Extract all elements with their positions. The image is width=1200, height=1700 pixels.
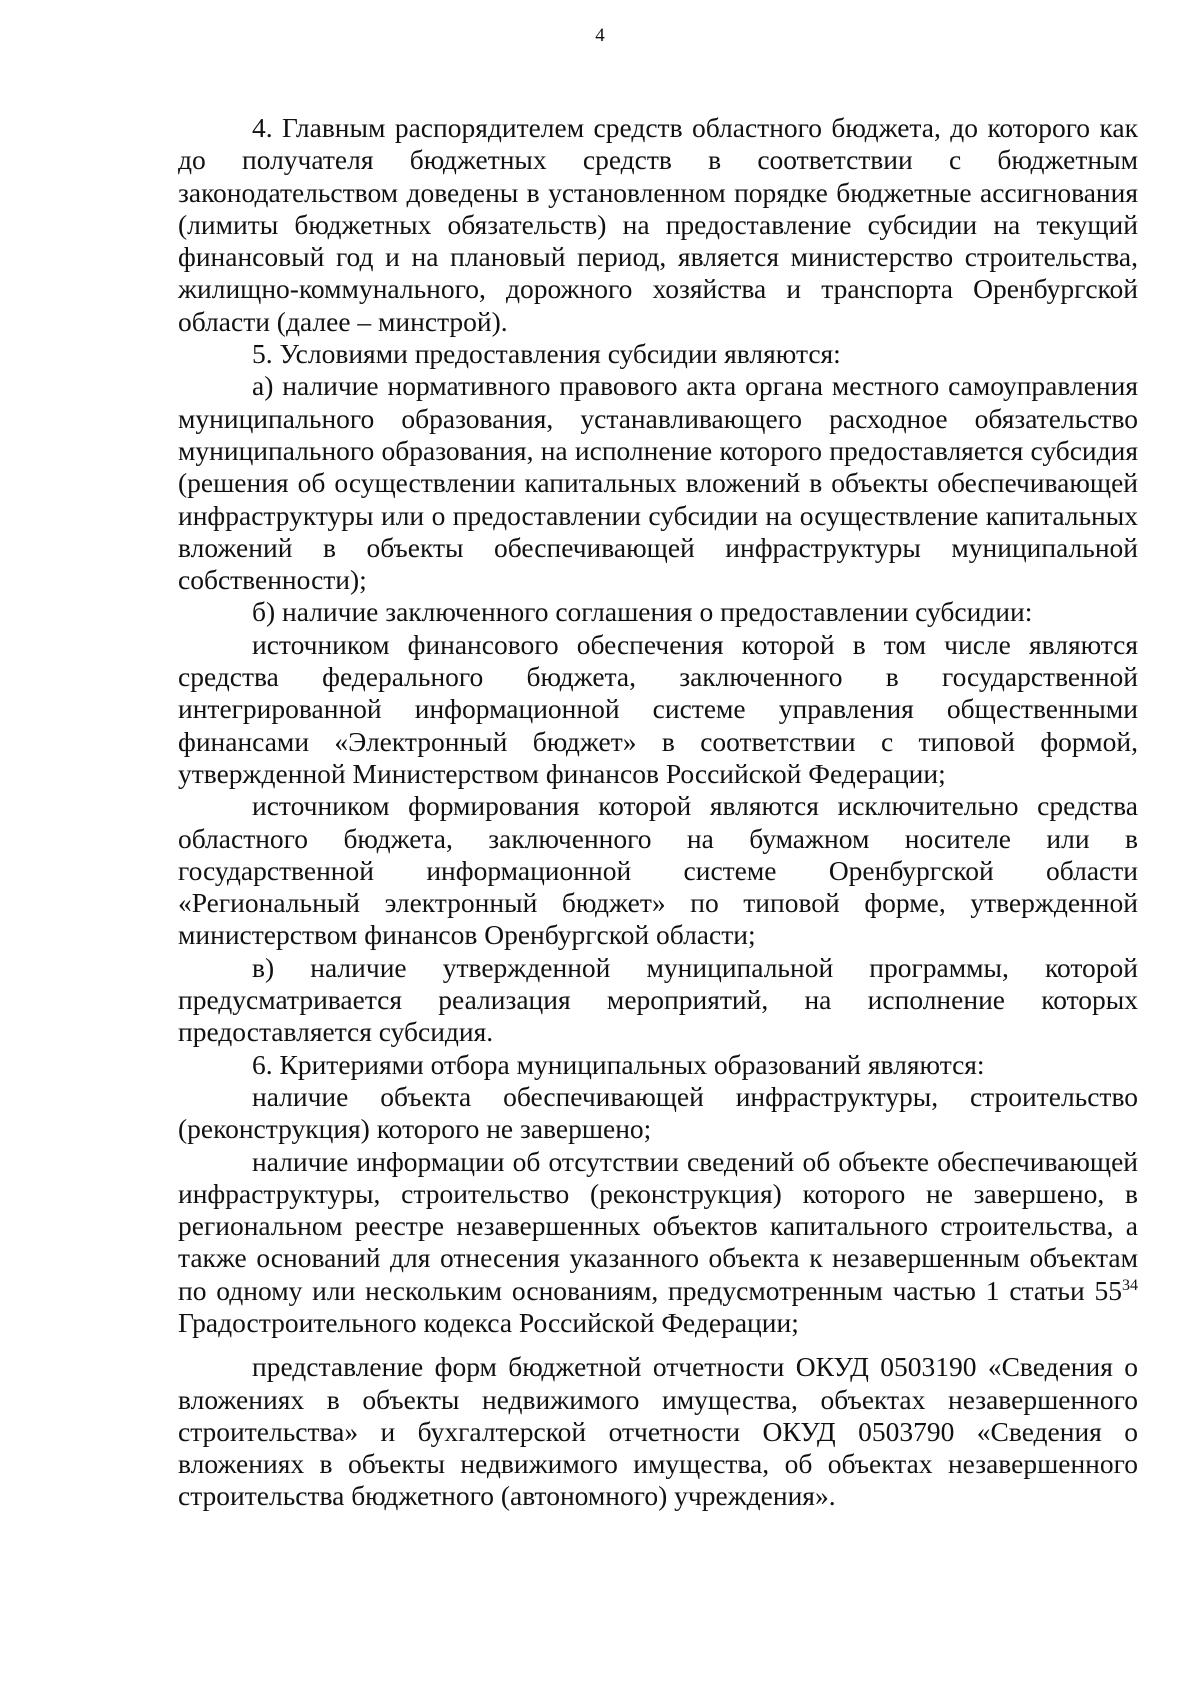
paragraph-4-main-administrator: 4. Главным распорядителем средств областного бюджета, до которого как до получателя бюджетных средств в соответствии с бюджетным законодательством доведены в установленном порядке бюджетные ассигнования (лимиты бюджетных обязательств) на предоставление субсидии на текущий финансовый год и на плановый период, является министерство строительства, жилищно-коммунального, дорожного хозяйства и транспорта Оренбургской области (далее – минстрой). [178,112,1138,337]
paragraph-5-conditions-heading: 5. Условиями предоставления субсидии являются: [252,338,841,370]
page-number: 4 [595,25,605,46]
paragraph-6a-infrastructure-object: наличие объекта обеспечивающей инфраструктуры, строительство (реконструкция) которого не завершено; [178,1080,1138,1145]
paragraph-5b-federal-source: источником финансового обеспечения которой в том числе являются средства федерального бюджета, заключенного в государственной интегрированной информационной системе управления общественными финансами «Электронный бюджет» в соответствии с типовой формой, утвержденной Министерством финансов Российской Федерации; [178,628,1138,789]
paragraph-6c-reporting-forms: представление форм бюджетной отчетности ОКУД 0503190 «Сведения о вложениях в объекты недвижимого имущества, объектах незавершенного строительства» и бухгалтерской отчетности ОКУД 0503790 «Сведения о вложениях в объекты недвижимого имущества, об объектах незавершенного строительства бюджетного (автономного) учреждения». [178,1351,1138,1512]
paragraph-6b-text-after: Градостроительного кодекса Российской Федерации; [178,1306,799,1338]
paragraph-5b-agreement: б) наличие заключенного соглашения о предоставлении субсидии: [252,596,1033,628]
paragraph-6b-text-before: наличие информации об отсутствии сведений об объекте обеспечивающей инфраструктуры, строительство (реконструкция) которого не завершено, в региональном реестре незавершенных объектов капитального строительства, а также оснований для отнесения указанного объекта к незавершенным объектам по одному или нескольким основаниям, предусмотренным частью 1 статьи 55 [178,1145,1138,1306]
article-superscript: 34 [1122,1276,1138,1294]
paragraph-6b-registry-info [178,1146,1138,1340]
document-body [178,112,1138,1513]
paragraph-5a-normative-act: а) наличие нормативного правового акта органа местного самоуправления муниципального образования, устанавливающего расходное обязательство муниципального образования, на исполнение которого предоставляется субсидия (решения об осуществлении капитальных вложений в объекты обеспечивающей инфраструктуры или о предоставлении субсидии на осуществление капитальных вложений в объекты обеспечивающей инфраструктуры муниципальной собственности); [178,370,1138,596]
paragraph-6-criteria-heading: 6. Критериями отбора муниципальных образований являются: [252,1048,985,1080]
paragraph-5c-municipal-program: в) наличие утвержденной муниципальной программы, которой предусматривается реализация мероприятий, на исполнение которых предоставляется субсидия. [178,951,1138,1048]
paragraph-5b-regional-source: источником формирования которой являются исключительно средства областного бюджета, заключенного на бумажном носителе или в государственной информационной системе Оренбургской области «Региональный электронный бюджет» по типовой форме, утвержденной министерством финансов Оренбургской области; [178,790,1138,951]
